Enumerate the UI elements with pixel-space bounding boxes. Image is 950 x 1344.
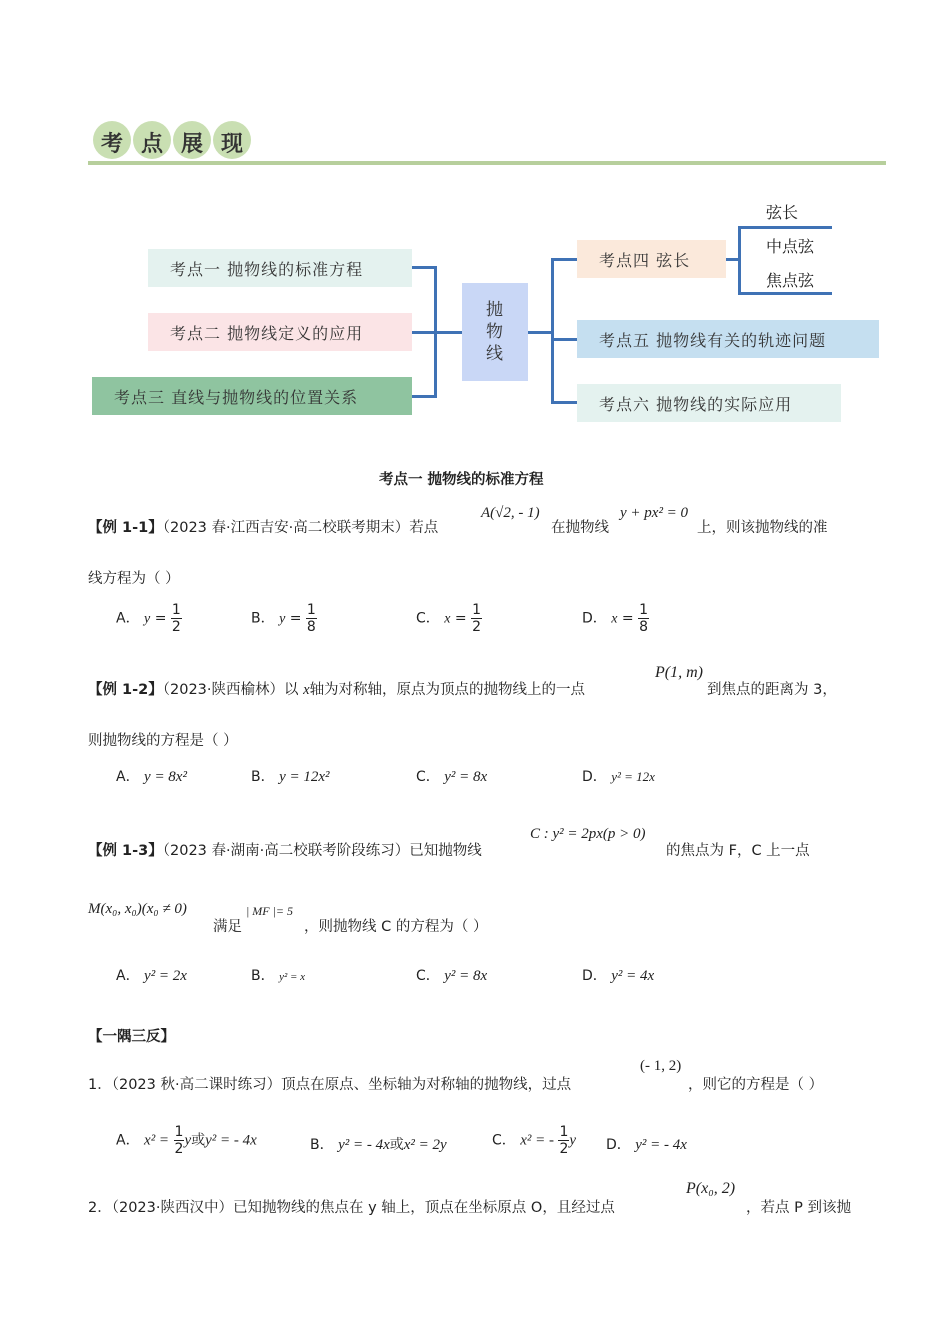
option-label: C． bbox=[416, 769, 440, 785]
option-label: B． bbox=[251, 610, 275, 627]
text: 到焦点的距离为 3， bbox=[707, 682, 837, 698]
option-eq: y² = 12x bbox=[611, 769, 655, 784]
math-point: A(√2, - 1) bbox=[481, 505, 540, 521]
example-1-3 bbox=[88, 839, 482, 860]
topic-box-2: 考点二 抛物线定义的应用 bbox=[148, 313, 412, 351]
header-char: 现 bbox=[220, 132, 243, 157]
connector bbox=[434, 266, 437, 398]
option-a[interactable] bbox=[116, 1124, 257, 1157]
topic-box-6: 考点六 抛物线的实际应用 bbox=[577, 384, 841, 422]
option-eq: y² = 2x bbox=[144, 968, 187, 984]
option-label: A． bbox=[116, 769, 140, 785]
option-eq: y bbox=[569, 1132, 577, 1149]
text: 或 bbox=[191, 1132, 206, 1149]
option-d[interactable]: D． x = $\frac{1}{8}$ bbox=[582, 602, 649, 635]
example-1-2 bbox=[88, 678, 585, 699]
option-eq: y = 8x² bbox=[144, 769, 187, 785]
option-c[interactable] bbox=[416, 766, 487, 786]
option-eq: y² = - 4x bbox=[205, 1132, 257, 1149]
example-tag: 【例 1-1】 bbox=[88, 520, 163, 536]
text: ，则它的方程是（ ） bbox=[688, 1077, 824, 1093]
option-label: A． bbox=[116, 610, 140, 627]
text: ，若点 P 到该抛 bbox=[746, 1200, 851, 1216]
connector bbox=[738, 226, 741, 294]
math-point: M(x₀, x₀)(x₀ ≠ 0) bbox=[88, 901, 187, 917]
math-point: P(x₀, 2) bbox=[686, 1180, 736, 1197]
option-label: C． bbox=[416, 610, 440, 627]
option-label: B． bbox=[251, 968, 275, 984]
option-eq: y² = 8x bbox=[444, 769, 488, 785]
example-tag: 【例 1-2】 bbox=[88, 682, 163, 698]
option-label: D． bbox=[606, 1137, 631, 1153]
frac-den: 2 bbox=[472, 619, 482, 635]
option-label: D． bbox=[582, 610, 607, 627]
option-var: x bbox=[444, 611, 451, 627]
option-c[interactable]: C． x = $\frac{1}{2}$ bbox=[416, 602, 482, 635]
option-var: y bbox=[279, 611, 286, 627]
example-1-1 bbox=[88, 516, 438, 537]
text: ，则抛物线 C 的方程为（ ） bbox=[304, 919, 488, 935]
option-a[interactable]: A． y = $\frac{1}{2}$ bbox=[116, 602, 181, 635]
math-var: x bbox=[303, 682, 310, 698]
frac-num: 1 bbox=[306, 602, 316, 618]
example-source: （2023·陕西榆林）以 bbox=[162, 682, 299, 698]
connector bbox=[551, 401, 577, 404]
math-equation: C : y² = 2px(p > 0) bbox=[530, 826, 646, 842]
option-eq: x² = - bbox=[520, 1132, 555, 1149]
option-d[interactable] bbox=[582, 766, 655, 786]
topic-box-3: 考点三 直线与抛物线的位置关系 bbox=[92, 377, 412, 415]
center-char: 物 bbox=[486, 322, 504, 342]
frac-num: 1 bbox=[639, 602, 649, 618]
option-var: x bbox=[611, 611, 618, 627]
practice-q2 bbox=[88, 1196, 615, 1217]
question-number: 1． bbox=[88, 1077, 112, 1093]
math-condition: | MF |= 5 bbox=[246, 904, 294, 918]
option-b[interactable] bbox=[251, 766, 330, 786]
sub-label: 中点弦 bbox=[766, 237, 815, 256]
text: 轴为对称轴，原点为顶点的抛物线上的一点 bbox=[309, 682, 586, 698]
question-line: 则抛物线的方程是（ ） bbox=[88, 733, 238, 749]
example-source: （2023 春·江西吉安·高二校联考期末）若点 bbox=[162, 520, 439, 536]
option-b[interactable]: B． y = $\frac{1}{8}$ bbox=[251, 602, 316, 635]
frac-num: 1 bbox=[171, 602, 181, 618]
option-label: B． bbox=[310, 1137, 334, 1153]
practice-q1 bbox=[88, 1073, 571, 1094]
question-text: （2023 秋·高二课时练习）顶点在原点、坐标轴为对称轴的抛物线，过点 bbox=[111, 1077, 572, 1093]
option-label: D． bbox=[582, 968, 607, 984]
option-eq: y² = 4x bbox=[611, 968, 655, 984]
center-box bbox=[462, 283, 528, 381]
frac-den: 8 bbox=[639, 619, 649, 635]
practice-title: 【一隅三反】 bbox=[88, 1029, 175, 1045]
connector bbox=[551, 258, 554, 404]
text: 的焦点为 F，C 上一点 bbox=[666, 843, 810, 859]
section-title: 考点一 抛物线的标准方程 bbox=[379, 472, 544, 488]
math-equation: y + px² = 0 bbox=[620, 505, 689, 521]
frac-num: 1 bbox=[559, 1124, 569, 1140]
connector bbox=[738, 226, 832, 229]
center-char: 抛 bbox=[486, 300, 504, 320]
option-eq: y² = x bbox=[279, 971, 306, 983]
topic-box-1: 考点一 抛物线的标准方程 bbox=[148, 249, 412, 287]
header-char: 考 bbox=[100, 132, 123, 157]
option-var: y bbox=[144, 611, 151, 627]
option-eq: y² = - 4x bbox=[338, 1137, 390, 1153]
text: 在抛物线 bbox=[551, 520, 609, 536]
option-c[interactable] bbox=[492, 1124, 576, 1157]
option-eq: y² = 8x bbox=[444, 968, 488, 984]
frac-den: 2 bbox=[171, 619, 181, 635]
option-a[interactable] bbox=[116, 766, 187, 786]
center-char: 线 bbox=[486, 344, 504, 364]
example-source: （2023 春·湖南·高二校联考阶段练习）已知抛物线 bbox=[162, 843, 482, 859]
option-d[interactable] bbox=[582, 965, 654, 985]
question-line: 线方程为（ ） bbox=[88, 571, 180, 587]
question-number: 2． bbox=[88, 1200, 112, 1216]
option-eq: x² = 2y bbox=[403, 1137, 447, 1153]
option-eq: y bbox=[184, 1132, 192, 1149]
connector bbox=[738, 292, 832, 295]
option-c[interactable] bbox=[416, 965, 487, 985]
option-b[interactable] bbox=[310, 1134, 447, 1154]
option-label: D． bbox=[582, 769, 607, 785]
text: 上，则该抛物线的准 bbox=[697, 520, 828, 536]
sub-label: 焦点弦 bbox=[766, 271, 815, 290]
frac-den: 8 bbox=[306, 619, 316, 635]
example-tag: 【例 1-3】 bbox=[88, 843, 163, 859]
option-label: B． bbox=[251, 769, 275, 785]
connector bbox=[412, 266, 436, 269]
connector bbox=[412, 331, 462, 334]
connector bbox=[412, 395, 436, 398]
option-label: A． bbox=[116, 968, 140, 984]
option-d[interactable] bbox=[606, 1134, 687, 1154]
text: 满足 bbox=[213, 919, 242, 935]
math-point: P(1, m) bbox=[655, 664, 703, 681]
option-label: C． bbox=[416, 968, 440, 984]
frac-num: 1 bbox=[174, 1124, 184, 1140]
option-eq: y = 12x² bbox=[279, 769, 330, 785]
header-char: 点 bbox=[140, 132, 163, 157]
topic-box-5: 考点五 抛物线有关的轨迹问题 bbox=[577, 320, 879, 358]
frac-num: 1 bbox=[472, 602, 482, 618]
topic-box-4: 考点四 弦长 bbox=[577, 240, 726, 278]
option-b[interactable] bbox=[251, 965, 305, 985]
text: 或 bbox=[389, 1137, 404, 1153]
frac-den: 2 bbox=[559, 1141, 569, 1157]
connector bbox=[551, 258, 577, 261]
header-char: 展 bbox=[180, 132, 203, 157]
sub-label: 弦长 bbox=[766, 203, 799, 222]
connector bbox=[551, 338, 577, 341]
option-eq: y² = - 4x bbox=[635, 1137, 687, 1153]
option-a[interactable] bbox=[116, 965, 187, 985]
math-point: (- 1, 2) bbox=[640, 1058, 682, 1074]
question-text: （2023·陕西汉中）已知抛物线的焦点在 y 轴上，顶点在坐标原点 O，且经过点 bbox=[111, 1200, 615, 1216]
option-label: C． bbox=[492, 1132, 516, 1149]
option-eq: x² = bbox=[144, 1132, 170, 1149]
frac-den: 2 bbox=[174, 1141, 184, 1157]
header-divider bbox=[88, 161, 886, 165]
option-label: A． bbox=[116, 1132, 140, 1149]
